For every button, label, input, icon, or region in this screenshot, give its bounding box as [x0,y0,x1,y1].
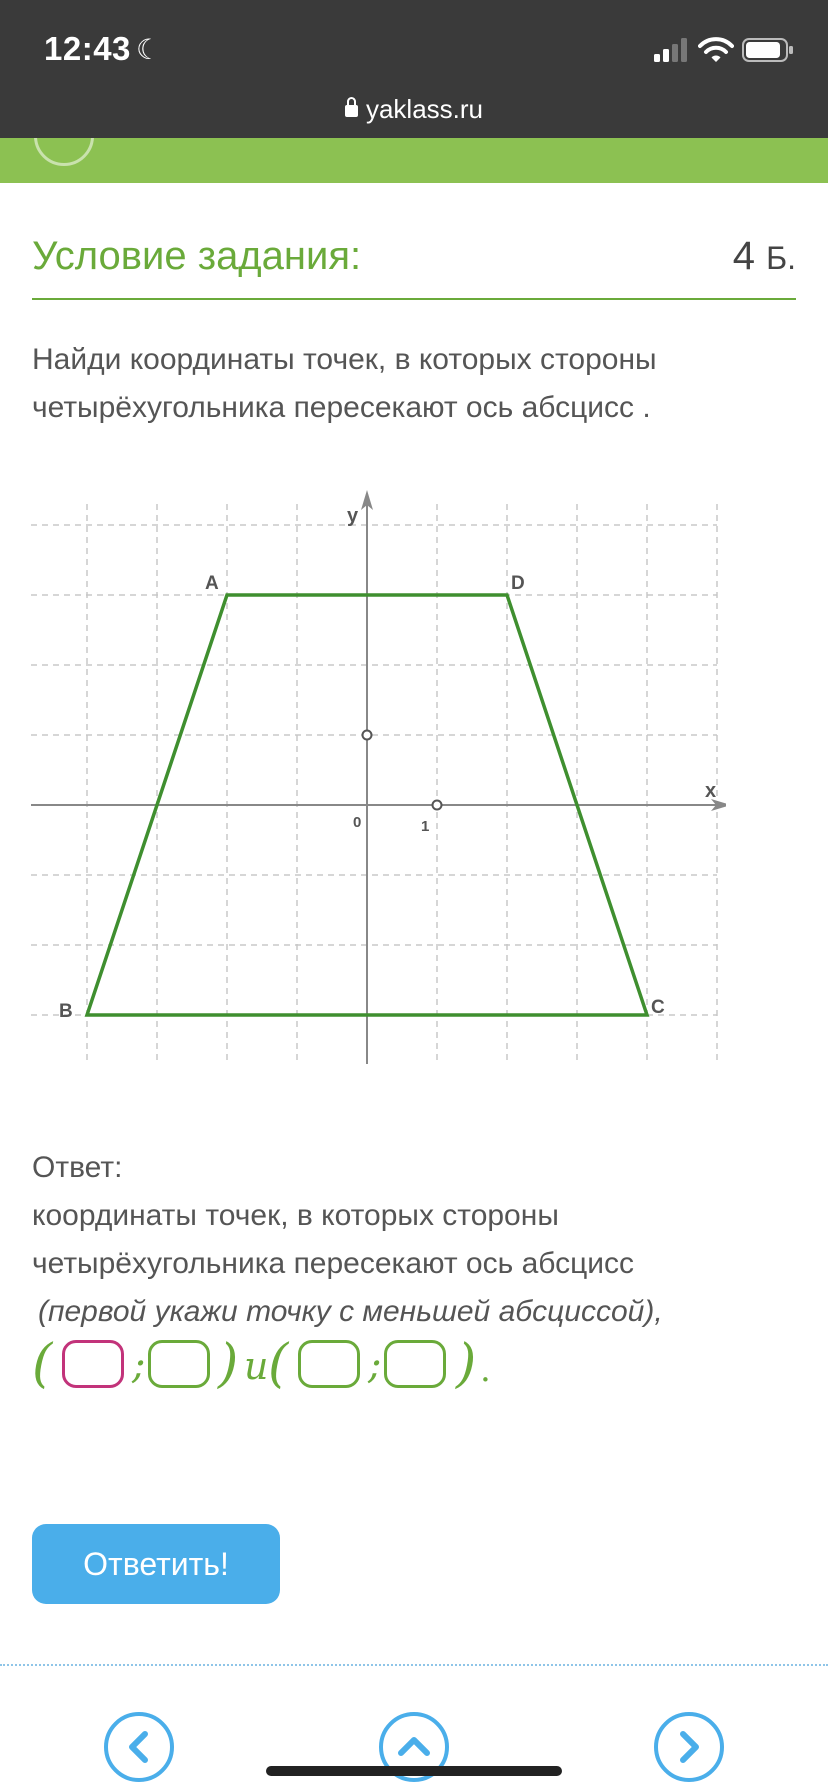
task-header [32,228,796,300]
address-bar[interactable] [0,94,828,125]
points-unit: Б. [766,240,796,276]
y-axis-label: y [347,505,359,527]
dotted-separator [0,1664,828,1666]
unit-label: 1 [421,818,430,835]
submit-button[interactable]: Ответить! [32,1524,280,1604]
battery-icon [742,38,794,62]
answer-text: координаты точек, в которых стороны четырёхугольника пересекают ось абсцисс [32,1199,635,1280]
task-points [733,234,796,279]
axes [31,490,726,1064]
close-paren-1: ) [218,1334,239,1394]
end-period: . [480,1350,491,1390]
wifi-icon [698,36,734,64]
answer-block [32,1144,792,1336]
open-paren-1: ( [32,1334,53,1394]
vertex-label-a: A [205,573,219,594]
open-paren-2: ( [268,1334,289,1394]
answer-hint: (первой укажи точку с меньшей абсциссой), [38,1295,663,1328]
home-indicator [266,1766,562,1776]
answer-input-3[interactable] [298,1340,360,1388]
prev-button[interactable] [104,1712,174,1782]
points-value: 4 [732,234,755,278]
grid [30,504,717,1064]
site-header-strip [0,138,828,183]
next-button[interactable] [654,1712,724,1782]
circle-icon [34,138,94,166]
x-axis-label: x [705,780,717,802]
vertex-label-b: B [59,1001,73,1022]
clock: 12:43 [44,30,131,67]
vertex-label-c: C [651,997,665,1018]
answer-label: Ответ: [32,1151,123,1184]
chevron-right-icon [658,1716,720,1778]
task-title: Условие задания: [32,234,362,278]
answer-input-1[interactable] [62,1340,124,1388]
chevron-left-icon [108,1716,170,1778]
lock-icon [345,105,358,117]
and-word: и [244,1344,269,1388]
separator-1: ; [132,1342,146,1388]
answer-input-4[interactable] [384,1340,446,1388]
vertex-label-d: D [511,573,525,594]
answer-inputs [32,1336,592,1400]
url-text: yaklass.ru [365,94,484,124]
signal-icon [654,38,690,62]
moon-icon: ☾ [136,34,162,65]
status-bar [0,0,828,138]
marked-point [433,801,442,810]
origin-label: 0 [353,814,362,831]
coordinate-graph [30,470,726,1100]
question-text: Найди координаты точек, в которых стороны четырёхугольника пересекают ось абсцисс . [32,343,657,424]
answer-input-2[interactable] [148,1340,210,1388]
close-paren-2: ) [456,1334,477,1394]
marked-point [363,731,372,740]
separator-2: ; [368,1342,382,1388]
